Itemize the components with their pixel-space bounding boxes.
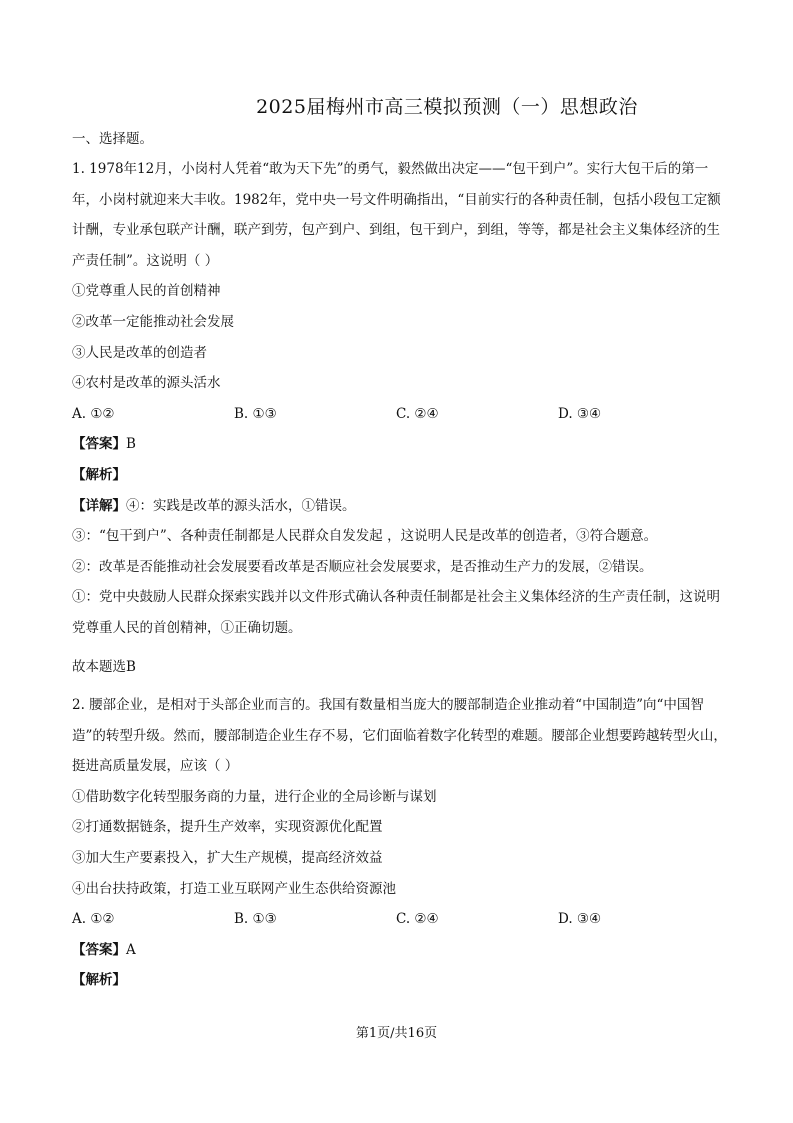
statement-item: ③人民是改革的创造者	[72, 344, 207, 361]
detail-text: ②：改革是否能推动社会发展要看改革是否顺应社会发展要求，是否推动生产力的发展，②错误。	[72, 558, 653, 575]
statement-item: ①借助数字化转型服务商的力量，进行企业的全局诊断与谋划	[72, 788, 437, 805]
option-a: A. ①②	[72, 911, 115, 928]
answer-value: B	[126, 436, 136, 453]
detail-text: ③：“包干到户”、各种责任制都是人民群众自发发起 ，这说明人民是改革的创造者，③符合题意。	[72, 528, 658, 545]
question-stem: 1. 1978年12月，小岗村人凭着“敢为天下先”的勇气，毅然做出决定——“包干到户”。实行大包干后的第一年，小岗村就迎来大丰收。1982年，党中央一号文件明确指出，“目前实行的各种责任制，包括小段包工定额计酬，专业承包联产计酬，联产到劳，包产到户、到组，包干到户，到组，等等，都是社会主义集体经济的生产责任制”。这说明（ ）	[72, 161, 721, 269]
answer-tag: 【答案】	[72, 436, 126, 453]
document-page	[72, 92, 732, 996]
conclusion: 故本题选B	[72, 658, 136, 675]
answer-options	[72, 904, 732, 935]
detail-tag: 【详解】	[72, 497, 126, 514]
option-c: C. ②④	[396, 911, 439, 928]
analysis-tag: 【解析】	[72, 972, 126, 989]
answer-value: A	[126, 941, 136, 958]
statement-item: ②改革一定能推动社会发展	[72, 313, 234, 330]
page-footer: 第1页/共16页	[355, 1026, 438, 1041]
detail-line	[72, 491, 732, 522]
answer-line	[72, 935, 732, 966]
document-title: 2025届梅州市高三模拟预测（一）思想政治	[256, 96, 638, 118]
option-b: B. ①③	[234, 405, 277, 422]
option-a: A. ①②	[72, 405, 115, 422]
detail-text: ④：实践是改革的源头活水，①错误。	[126, 497, 356, 514]
statement-item: ①党尊重人民的首创精神	[72, 283, 221, 300]
analysis-tag: 【解析】	[72, 466, 126, 483]
section-heading: 一、选择题。	[72, 131, 153, 147]
question-1	[72, 154, 732, 682]
question-2	[72, 690, 732, 996]
analysis-line	[72, 460, 732, 491]
answer-options	[72, 399, 732, 430]
question-stem: 2. 腰部企业，是相对于头部企业而言的。我国有数量相当庞大的腰部制造企业推动着“中国制造”向“中国智造”的转型升级。然而，腰部制造企业生存不易，它们面临着数字化转型的难题。腰部企业想要跨越转型火山，挺进高质量发展，应该（ ）	[72, 697, 727, 775]
detail-text: ①：党中央鼓励人民群众探索实践并以文件形式确认各种责任制都是社会主义集体经济的生产责任制，这说明党尊重人民的首创精神，①正确切题。	[72, 589, 720, 636]
option-d: D. ③④	[558, 911, 602, 928]
statement-item: ④农村是改革的源头活水	[72, 375, 221, 392]
option-b: B. ①③	[234, 911, 277, 928]
answer-line	[72, 429, 732, 460]
analysis-line	[72, 965, 732, 996]
option-d: D. ③④	[558, 405, 602, 422]
statement-item: ③加大生产要素投入，扩大生产规模，提高经济效益	[72, 850, 383, 867]
statement-item: ④出台扶持政策，打造工业互联网产业生态供给资源池	[72, 880, 396, 897]
statement-item: ②打通数据链条，提升生产效率，实现资源优化配置	[72, 819, 383, 836]
answer-tag: 【答案】	[72, 941, 126, 958]
option-c: C. ②④	[396, 405, 439, 422]
